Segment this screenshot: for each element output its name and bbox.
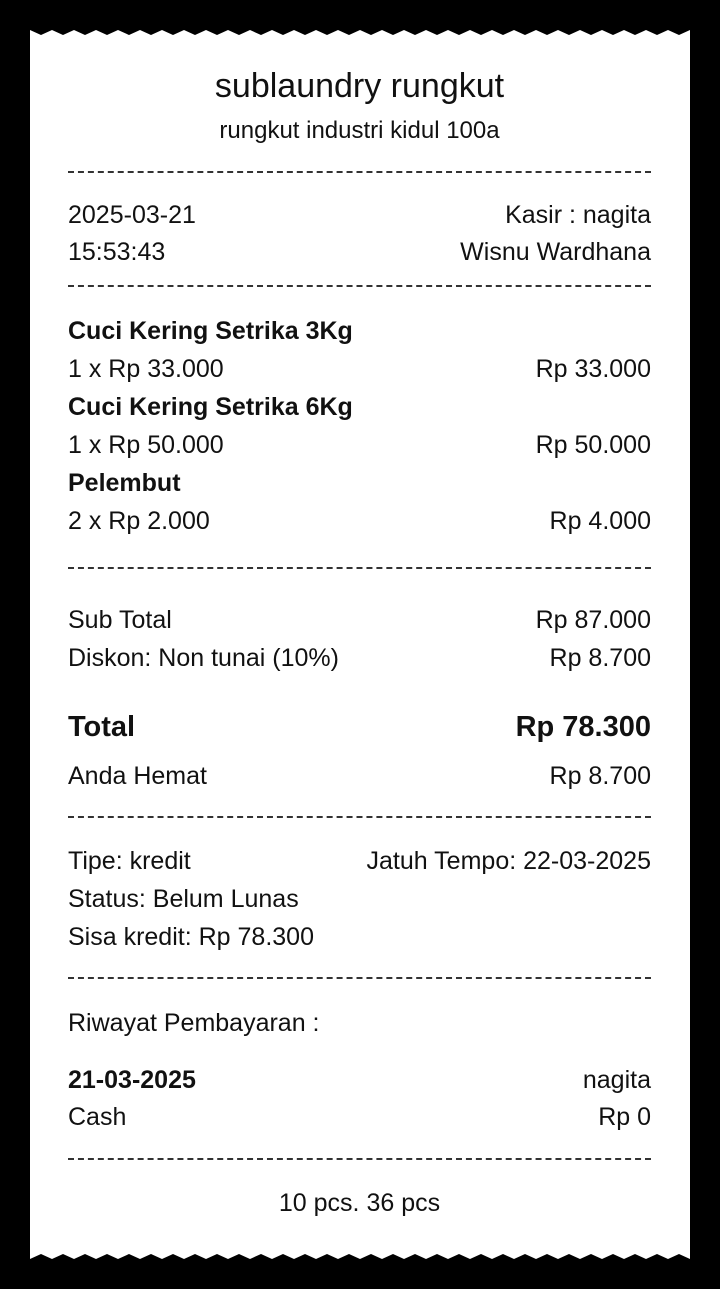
divider [68, 285, 651, 287]
total-row [68, 710, 651, 744]
history-method: Cash [68, 1103, 127, 1131]
history-title: Riwayat Pembayaran : [68, 1009, 320, 1037]
store-address: rungkut industri kidul 100a [219, 117, 500, 144]
history-amount: Rp 0 [598, 1103, 651, 1131]
item-line [68, 430, 651, 460]
subtotal-label: Sub Total [68, 606, 172, 634]
item-line [68, 354, 651, 384]
receipt-paper [30, 30, 690, 1259]
history-date: 21-03-2025 [68, 1066, 196, 1094]
paper-torn-edge-top [30, 28, 690, 42]
divider [68, 977, 651, 979]
store-name: sublaundry rungkut [214, 67, 505, 105]
paper-torn-edge-bottom [30, 1247, 690, 1261]
discount-label: Diskon: Non tunai (10%) [68, 644, 339, 672]
customer-name: Wisnu Wardhana [460, 238, 651, 266]
item-name: Cuci Kering Setrika 3Kg [68, 317, 353, 345]
meta-row-1 [68, 200, 651, 230]
item-amount: Rp 33.000 [535, 355, 651, 383]
receipt-date: 2025-03-21 [68, 201, 196, 229]
total-label: Total [68, 711, 136, 743]
subtotal-value: Rp 87.000 [535, 606, 651, 634]
divider [68, 816, 651, 818]
discount-value: Rp 8.700 [549, 644, 651, 672]
item-name: Cuci Kering Setrika 6Kg [68, 393, 353, 421]
item-qty-price: 1 x Rp 33.000 [68, 355, 224, 383]
saved-label: Anda Hemat [68, 762, 207, 790]
divider [68, 567, 651, 569]
history-entry-detail [68, 1102, 651, 1132]
divider [68, 1158, 651, 1160]
cashier-name: Kasir : nagita [505, 201, 651, 229]
saved-value: Rp 8.700 [549, 762, 651, 790]
item-name: Pelembut [68, 469, 181, 497]
remaining-credit: Sisa kredit: Rp 78.300 [68, 923, 314, 951]
saved-row [68, 761, 651, 791]
pieces-count: 10 pcs. 36 pcs [278, 1189, 441, 1217]
item-qty-price: 1 x Rp 50.000 [68, 431, 224, 459]
payment-status: Status: Belum Lunas [68, 885, 299, 913]
discount-row [68, 643, 651, 673]
item-line [68, 506, 651, 536]
total-value: Rp 78.300 [515, 711, 651, 743]
payment-type-row [68, 846, 651, 876]
receipt-time: 15:53:43 [68, 238, 166, 266]
receipt-content [68, 30, 651, 1259]
item-amount: Rp 4.000 [549, 507, 651, 535]
meta-row-2 [68, 237, 651, 267]
divider [68, 171, 651, 173]
history-user: nagita [582, 1066, 651, 1094]
payment-type: Tipe: kredit [68, 847, 191, 875]
item-qty-price: 2 x Rp 2.000 [68, 507, 210, 535]
item-amount: Rp 50.000 [535, 431, 651, 459]
payment-due-date: Jatuh Tempo: 22-03-2025 [366, 847, 651, 875]
subtotal-row [68, 605, 651, 635]
history-entry-header [68, 1065, 651, 1095]
